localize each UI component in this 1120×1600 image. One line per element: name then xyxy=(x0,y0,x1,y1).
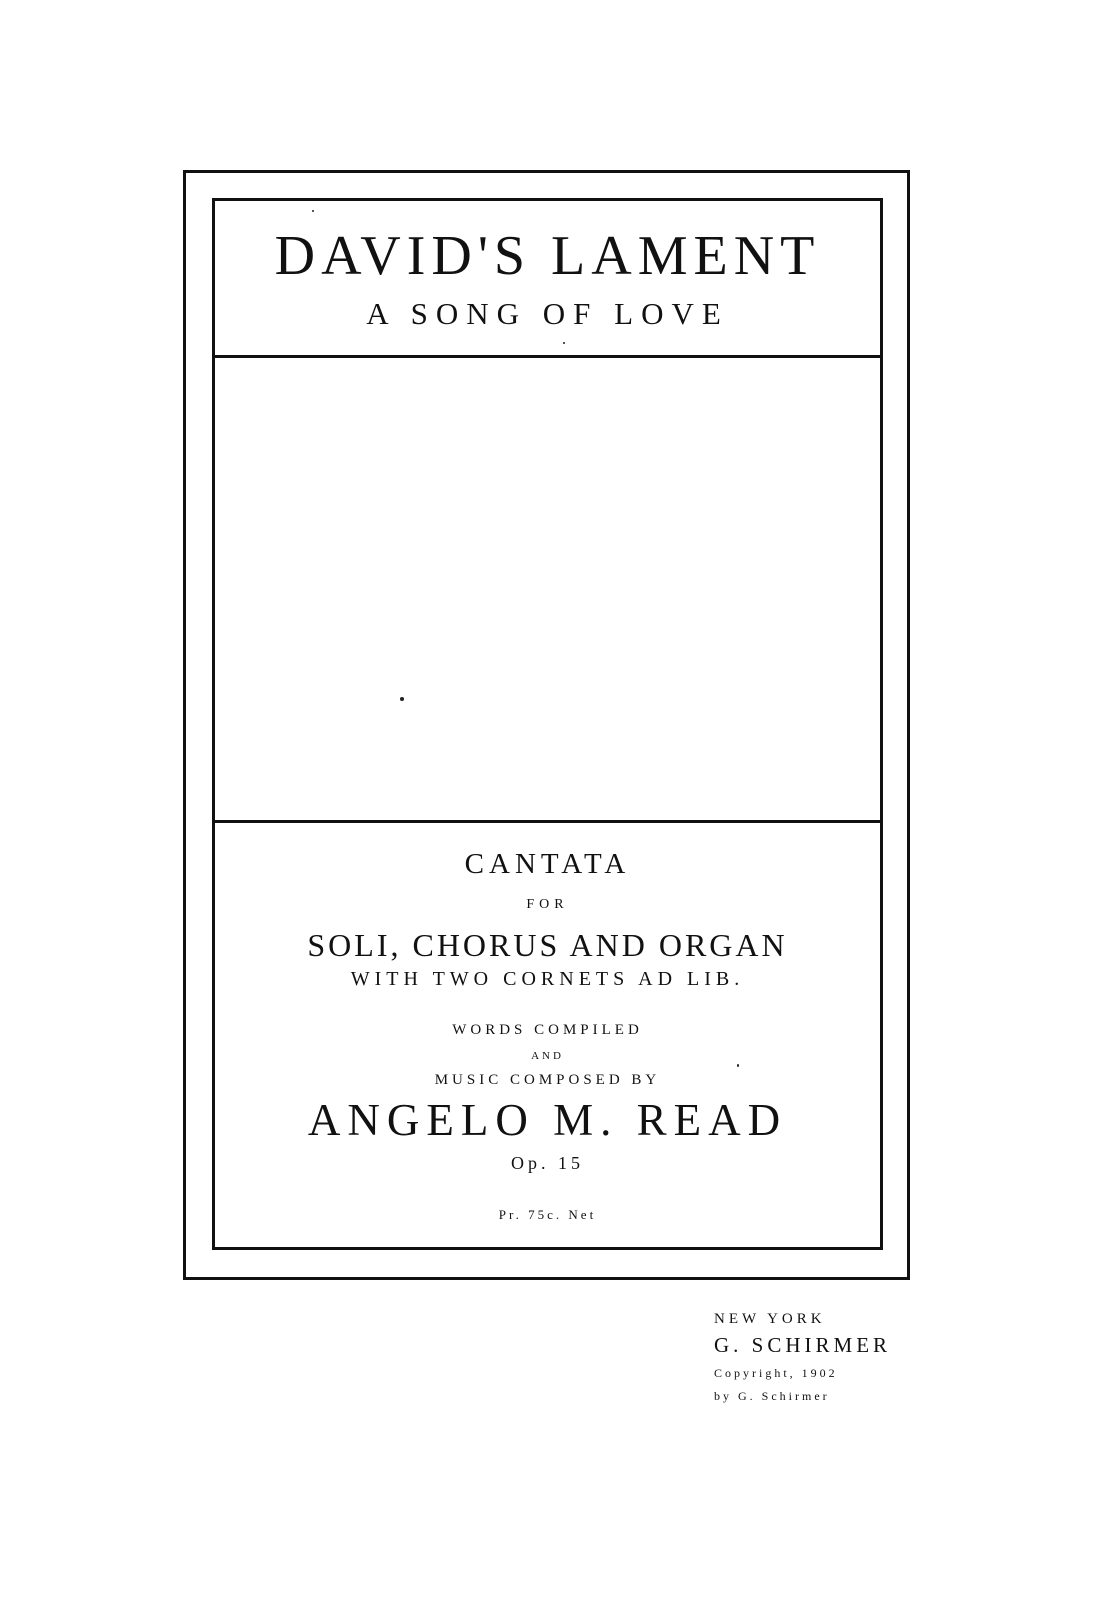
scan-speck xyxy=(563,342,565,344)
words-credit: WORDS COMPILED xyxy=(452,1022,643,1038)
and-label: AND xyxy=(531,1050,564,1062)
scoring: SOLI, CHORUS AND ORGAN xyxy=(307,927,788,963)
scan-speck xyxy=(312,210,314,212)
opus-number: Op. 15 xyxy=(511,1153,584,1173)
scan-speck xyxy=(737,1064,739,1067)
extra-instruments: WITH TWO CORNETS AD LIB. xyxy=(350,968,745,990)
publisher-name: G. SCHIRMER xyxy=(714,1333,892,1357)
scan-speck xyxy=(400,697,404,701)
work-type: CANTATA xyxy=(464,848,631,880)
price: Pr. 75c. Net xyxy=(498,1207,597,1222)
subtitle: A SONG OF LOVE xyxy=(366,296,729,331)
title-divider xyxy=(212,355,883,358)
main-title: DAVID'S LAMENT xyxy=(274,225,821,287)
composer-name: ANGELO M. READ xyxy=(307,1095,788,1145)
music-credit: MUSIC COMPOSED BY xyxy=(434,1072,661,1088)
copyright-line: Copyright, 1902 xyxy=(714,1366,838,1380)
description-divider xyxy=(212,820,883,823)
publisher-city: NEW YORK xyxy=(714,1311,826,1327)
for-label: FOR xyxy=(526,897,569,912)
copyright-holder: by G. Schirmer xyxy=(714,1389,830,1403)
